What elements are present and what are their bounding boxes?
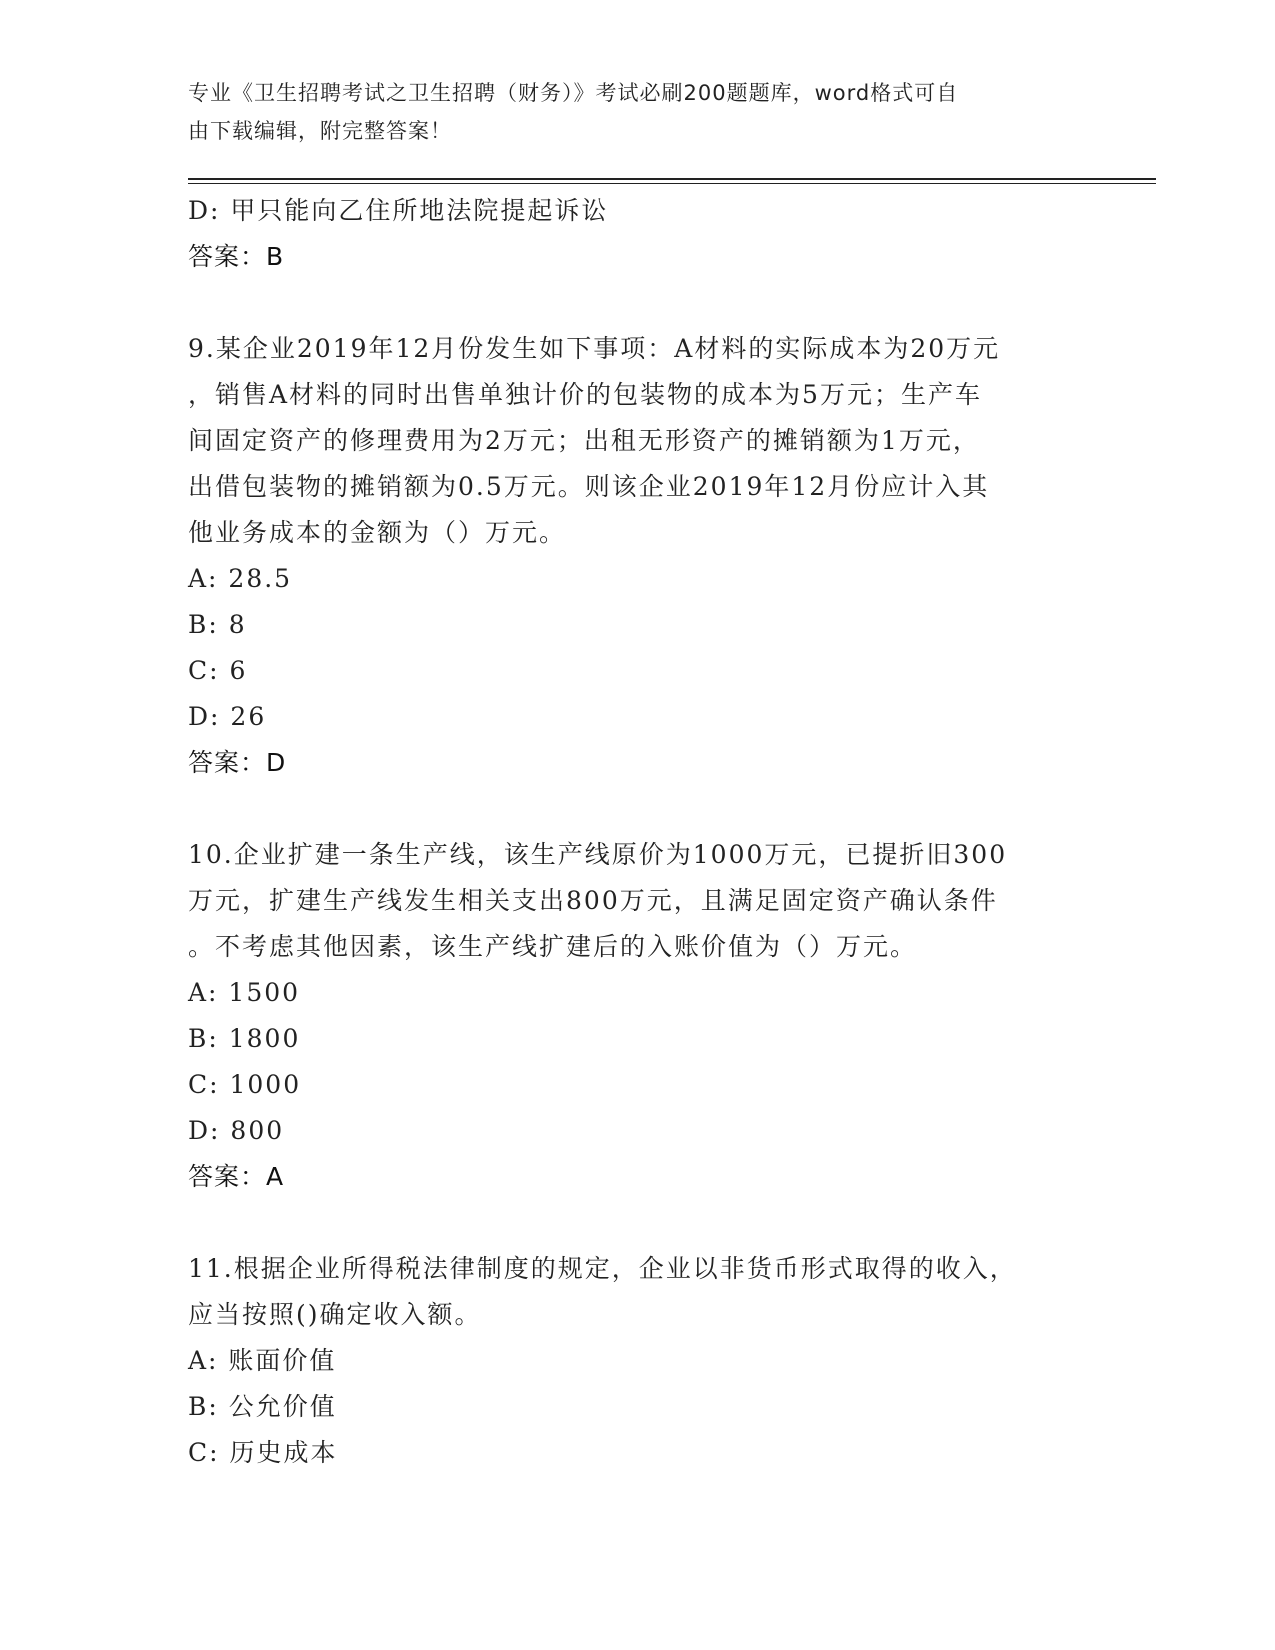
option-c: C: 6 [188,656,248,685]
question-stem-line: 应当按照()确定收入额。 [188,1300,482,1329]
question-10 [188,832,1068,1200]
header-divider-thick [188,178,1156,180]
question-stem-line: 10.企业扩建一条生产线，该生产线原价为1000万元，已提折旧300 [188,840,1008,869]
question-stem-line: 11.根据企业所得税法律制度的规定，企业以非货币形式取得的收入， [188,1254,1017,1283]
question-stem-line: 他业务成本的金额为（）万元。 [188,518,567,547]
question-11 [188,1246,1068,1476]
document-body [188,188,1068,1476]
question-stem-line: 。不考虑其他因素，该生产线扩建后的入账价值为（）万元。 [188,932,918,961]
question-stem-line: ，销售A材料的同时出售单独计价的包装物的成本为5万元；生产车 [188,380,982,409]
option-c: C: 历史成本 [188,1438,338,1467]
document-header [188,74,1068,150]
option-a: A: 1500 [188,978,301,1007]
option-b: B: 8 [188,610,247,639]
question-stem-line: 出借包装物的摊销额为0.5万元。则该企业2019年12月份应计入其 [188,472,990,501]
answer-label: 答案：D [188,748,287,777]
answer-label: 答案：A [188,1162,285,1191]
answer-label: 答案：B [188,242,285,271]
option-a: A: 28.5 [188,564,293,593]
question-9 [188,326,1068,786]
option-d: D: 甲只能向乙住所地法院提起诉讼 [188,196,609,225]
option-d: D: 800 [188,1116,285,1145]
header-line-1: 专业《卫生招聘考试之卫生招聘（财务）》考试必刷200题题库，word格式可自 [188,81,959,105]
option-c: C: 1000 [188,1070,302,1099]
question-stem-line: 间固定资产的修理费用为2万元；出租无形资产的摊销额为1万元， [188,426,980,455]
question-stem-line: 万元，扩建生产线发生相关支出800万元，且满足固定资产确认条件 [188,886,998,915]
option-b: B: 公允价值 [188,1392,337,1421]
question-stem-line: 9.某企业2019年12月份发生如下事项：A材料的实际成本为20万元 [188,334,1001,363]
header-line-2: 由下载编辑，附完整答案！ [188,119,452,143]
option-a: A: 账面价值 [188,1346,337,1375]
option-b: B: 1800 [188,1024,301,1053]
option-d: D: 26 [188,702,267,731]
header-divider-thin [188,183,1156,184]
question-8-tail [188,188,1068,280]
